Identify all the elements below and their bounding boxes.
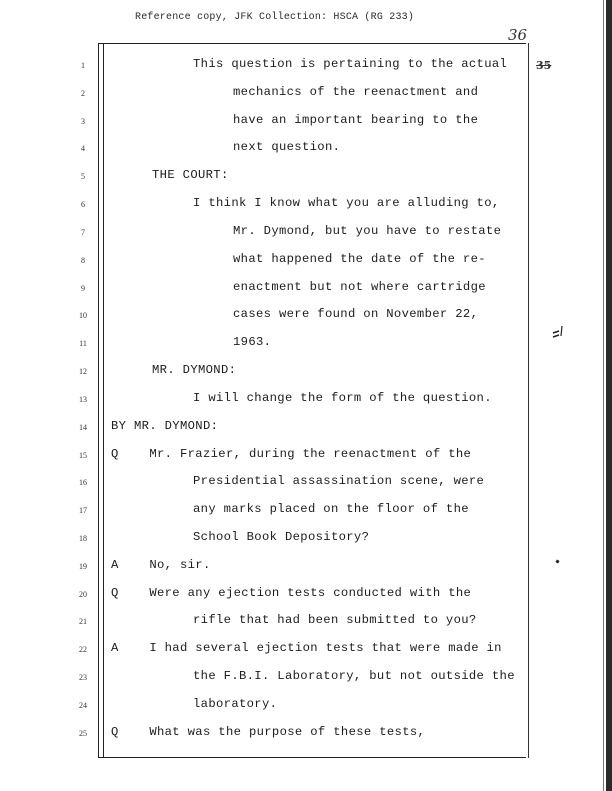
- transcript-line: School Book Depository?: [193, 530, 370, 544]
- reference-header: Reference copy, JFK Collection: HSCA (RG 233): [135, 12, 415, 23]
- transcript-line: Presidential assassination scene, were: [193, 474, 485, 488]
- transcript-line: have an important bearing to the: [233, 113, 479, 127]
- line-number: 11: [79, 339, 87, 348]
- transcript-line: A I had several ejection tests that were made in: [111, 641, 502, 655]
- transcript-line: what happened the date of the re-: [233, 252, 486, 266]
- margin-speck: [555, 559, 559, 563]
- line-number: 10: [79, 311, 87, 320]
- transcript-line: I think I know what you are alluding to,: [193, 196, 500, 210]
- transcript-line: next question.: [233, 140, 341, 154]
- line-number: 16: [79, 478, 87, 487]
- line-number: 22: [79, 645, 87, 654]
- line-number: 21: [79, 617, 87, 626]
- scan-edge-line: [603, 0, 604, 791]
- line-number: 5: [81, 172, 85, 181]
- line-number: 24: [79, 701, 87, 710]
- line-number: 18: [79, 534, 87, 543]
- line-number: 6: [81, 200, 85, 209]
- line-number: 25: [79, 729, 87, 738]
- transcript-line: cases were found on November 22,: [233, 307, 479, 321]
- line-number: 15: [79, 451, 87, 460]
- transcript-line: MR. DYMOND:: [152, 363, 237, 377]
- line-number: 23: [79, 673, 87, 682]
- line-number: 19: [79, 562, 87, 571]
- transcript-line: 1963.: [233, 335, 272, 349]
- transcript-line: laboratory.: [193, 697, 278, 711]
- handwritten-page-number: 36: [508, 26, 528, 44]
- line-number: 2: [81, 89, 85, 98]
- line-number: 14: [79, 423, 87, 432]
- transcript-line: Q What was the purpose of these tests,: [111, 725, 426, 739]
- transcript-line: THE COURT:: [152, 168, 229, 182]
- line-number: 8: [81, 256, 85, 265]
- transcript-line: the F.B.I. Laboratory, but not outside the: [193, 669, 515, 683]
- transcript-line: mechanics of the reenactment and: [233, 85, 479, 99]
- transcript-line: This question is pertaining to the actual: [193, 57, 508, 71]
- transcript-right-rule: [528, 43, 529, 758]
- transcript-line: A No, sir.: [111, 558, 211, 572]
- line-number: 9: [81, 284, 85, 293]
- line-number: 17: [79, 506, 87, 515]
- margin-stamp-number: 35: [536, 59, 552, 72]
- transcript-line: any marks placed on the floor of the: [193, 502, 469, 516]
- transcript-line: BY MR. DYMOND:: [111, 419, 219, 433]
- line-number: 13: [79, 395, 87, 404]
- transcript-line: Q Mr. Frazier, during the reenactment of the: [111, 447, 472, 461]
- transcript-line: Mr. Dymond, but you have to restate: [233, 224, 502, 238]
- transcript-line: I will change the form of the question.: [193, 391, 492, 405]
- line-number: 3: [81, 117, 85, 126]
- transcript-line: rifle that had been submitted to you?: [193, 613, 477, 627]
- transcript-line: enactment but not where cartridge: [233, 280, 486, 294]
- line-number: 1: [81, 61, 85, 70]
- line-number: 20: [79, 590, 87, 599]
- transcript-line: Q Were any ejection tests conducted with the: [111, 586, 472, 600]
- line-number: 7: [81, 228, 85, 237]
- scan-edge-bar: [606, 0, 612, 791]
- line-number: 12: [79, 367, 87, 376]
- margin-tick-icon: [552, 324, 564, 342]
- line-number: 4: [81, 144, 85, 153]
